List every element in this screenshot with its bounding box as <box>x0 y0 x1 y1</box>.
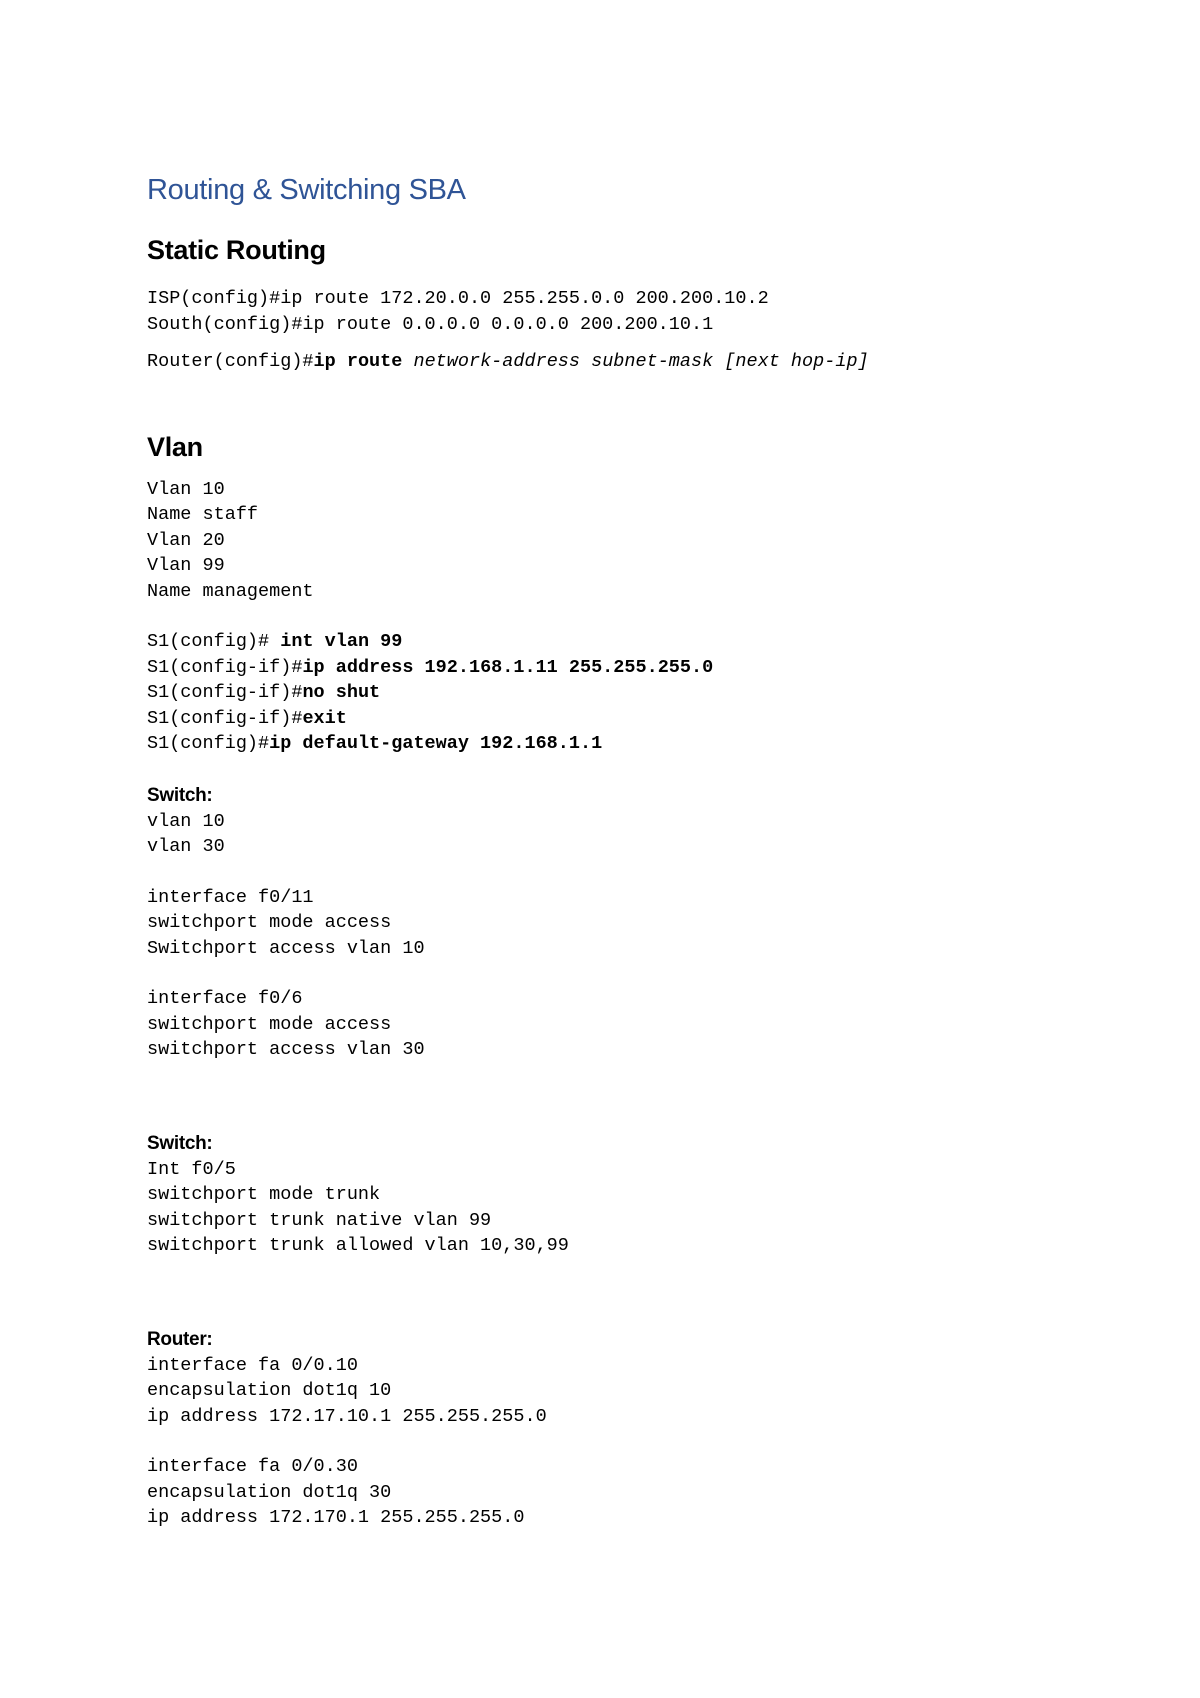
heading-vlan: Vlan <box>147 431 203 462</box>
vlan-line: Name staff <box>147 504 259 525</box>
trunk-line: switchport mode trunk <box>147 1184 381 1205</box>
static-route-line: ISP(config)#ip route 172.20.0.0 255.255.0.0 200.200.10.2 <box>147 288 769 309</box>
router-subif-line: ip address 172.17.10.1 255.255.255.0 <box>147 1405 547 1427</box>
trunk-line: switchport trunk allowed vlan 10,30,99 <box>147 1235 569 1256</box>
access-port-line: switchport mode access <box>147 912 392 933</box>
router-subif-line: encapsulation dot1q 10 <box>147 1380 392 1401</box>
vlan-line: Vlan 20 <box>147 529 225 551</box>
syntax-command: ip route <box>313 351 403 372</box>
trunk-line: switchport trunk native vlan 99 <box>147 1209 492 1231</box>
vlan-line: Vlan 99 <box>147 555 225 576</box>
document-title: Routing & Switching SBA <box>147 174 466 206</box>
access-port-line: Switchport access vlan 10 <box>147 937 425 959</box>
router-subif-line: encapsulation dot1q 30 <box>147 1481 392 1503</box>
svi-line: S1(config)# int vlan 99 <box>147 631 403 652</box>
syntax-prompt: Router(config)# <box>147 351 314 372</box>
router-subif-line: interface fa 0/0.30 <box>147 1456 358 1477</box>
vlan-line: Vlan 10 <box>147 478 225 500</box>
heading-static-routing: Static Routing <box>147 235 326 265</box>
heading-router: Router: <box>147 1328 213 1350</box>
switch-vlan-line: vlan 30 <box>147 836 225 857</box>
static-route-syntax <box>147 349 1107 375</box>
trunk-line: Int f0/5 <box>147 1158 236 1180</box>
router-subif-line: ip address 172.170.1 255.255.255.0 <box>147 1507 525 1528</box>
document-page <box>147 168 1107 1531</box>
access-port-line: switchport mode access <box>147 1013 392 1035</box>
access-port-line: switchport access vlan 30 <box>147 1039 425 1060</box>
svi-line: S1(config-if)#exit <box>147 707 347 729</box>
switch-vlan-line: vlan 10 <box>147 810 225 832</box>
heading-switch-access: Switch: <box>147 784 213 806</box>
svi-line: S1(config-if)#no shut <box>147 682 381 703</box>
heading-switch-trunk: Switch: <box>147 1132 213 1154</box>
svi-line: S1(config-if)#ip address 192.168.1.11 255.255.255.0 <box>147 656 714 678</box>
static-route-line: South(config)#ip route 0.0.0.0 0.0.0.0 200.200.10.1 <box>147 313 714 335</box>
router-subif-line: interface fa 0/0.10 <box>147 1354 358 1376</box>
syntax-args: network-address subnet-mask [next hop-ip] <box>413 351 869 372</box>
access-port-line: interface f0/11 <box>147 886 314 908</box>
access-port-line: interface f0/6 <box>147 988 303 1009</box>
svi-line: S1(config)#ip default-gateway 192.168.1.1 <box>147 733 603 754</box>
vlan-line: Name management <box>147 580 314 602</box>
